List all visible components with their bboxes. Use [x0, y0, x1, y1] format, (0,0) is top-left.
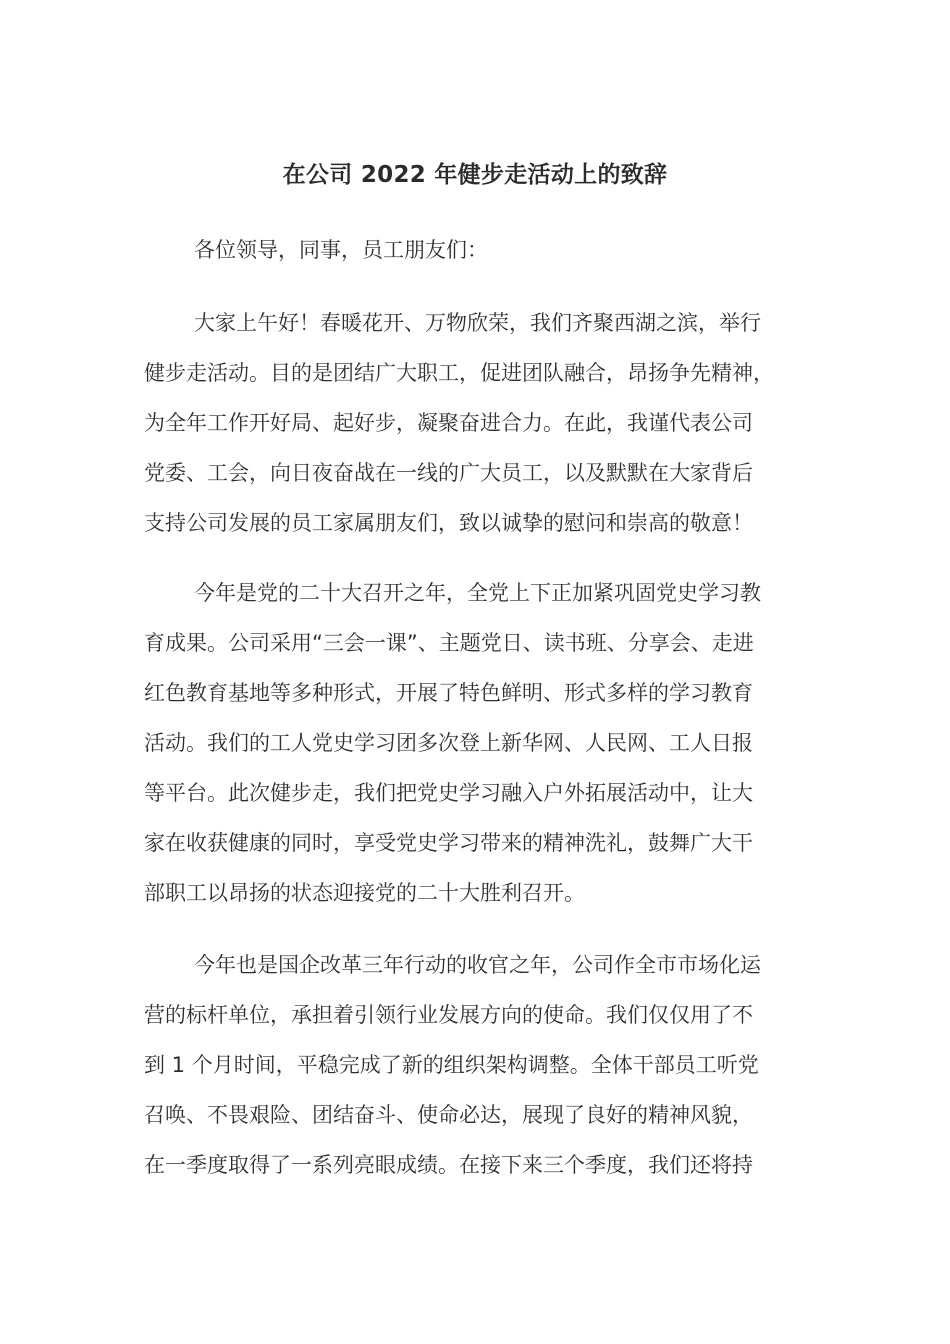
paragraph-1-line-4: 党委、工会，向日夜奋战在一线的广大员工，以及默默在大家背后	[144, 461, 753, 485]
paragraph-2-line-6: 家在收获健康的同时，享受党史学习带来的精神洗礼，鼓舞广大干	[144, 831, 753, 855]
paragraph-2-line-5: 等平台。此次健步走，我们把党史学习融入户外拓展活动中，让大	[144, 781, 753, 805]
paragraph-3-line-3: 到 1 个月时间，平稳完成了新的组织架构调整。全体干部员工听党	[144, 1053, 759, 1077]
paragraph-3-line-1: 今年也是国企改革三年行动的收官之年，公司作全市市场化运	[194, 953, 761, 977]
paragraph-2-line-2: 育成果。公司采用“三会一课”、主题党日、读书班、分享会、走进	[144, 631, 754, 655]
paragraph-1-line-2: 健步走活动。目的是团结广大职工，促进团队融合，昂扬争先精神，	[144, 361, 774, 385]
paragraph-2-line-1: 今年是党的二十大召开之年，全党上下正加紧巩固党史学习教	[194, 581, 761, 605]
paragraph-2-line-3: 红色教育基地等多种形式，开展了特色鲜明、形式多样的学习教育	[144, 681, 753, 705]
paragraph-3-line-2: 营的标杆单位，承担着引领行业发展方向的使命。我们仅仅用了不	[144, 1003, 753, 1027]
document-title: 在公司 2022 年健步走活动上的致辞	[282, 162, 668, 188]
paragraph-1-line-1: 大家上午好！春暖花开、万物欣荣，我们齐聚西湖之滨，举行	[194, 311, 761, 335]
salutation: 各位领导，同事，员工朋友们：	[194, 238, 488, 262]
paragraph-3-line-4: 召唤、不畏艰险、团结奋斗、使命必达，展现了良好的精神风貌，	[144, 1103, 753, 1127]
paragraph-2-line-7: 部职工以昂扬的状态迎接党的二十大胜利召开。	[144, 881, 585, 905]
paragraph-2-line-4: 活动。我们的工人党史学习团多次登上新华网、人民网、工人日报	[144, 731, 753, 755]
paragraph-1-line-3: 为全年工作开好局、起好步，凝聚奋进合力。在此，我谨代表公司	[144, 411, 753, 435]
paragraph-1-line-5: 支持公司发展的员工家属朋友们，致以诚挚的慰问和崇高的敬意！	[144, 511, 753, 535]
paragraph-3-line-5: 在一季度取得了一系列亮眼成绩。在接下来三个季度，我们还将持	[144, 1153, 753, 1177]
